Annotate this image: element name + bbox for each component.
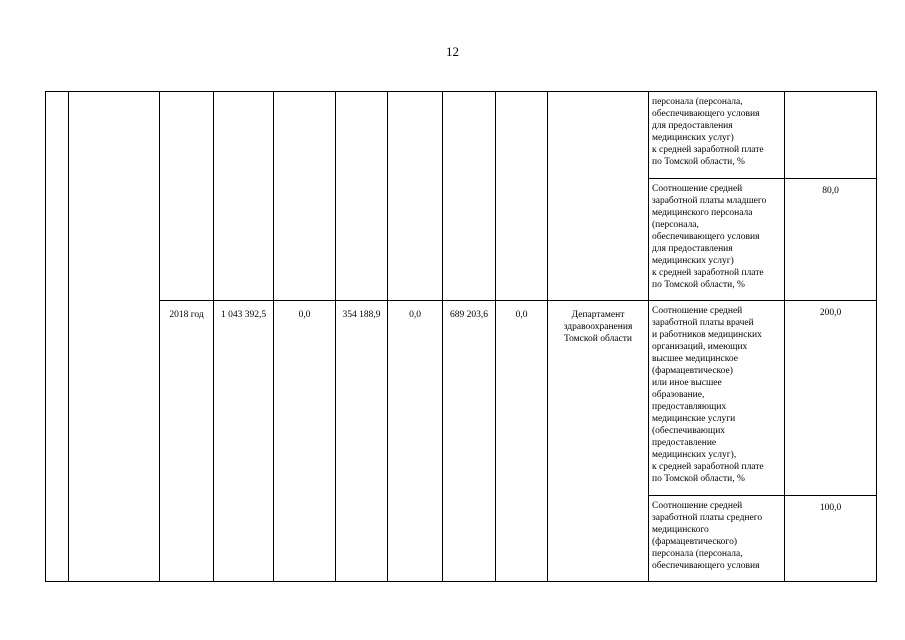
local-cell (388, 92, 443, 179)
index-cell (46, 92, 69, 582)
department-name: Департамент здравоохранения Томской области (563, 310, 633, 344)
other-value: 0,0 (515, 310, 528, 320)
local-cell (388, 179, 443, 301)
program-funding-table (45, 91, 877, 582)
indicator-value: 100,0 (819, 503, 842, 513)
indicator-cell (649, 301, 785, 496)
page-number: 12 (446, 44, 459, 59)
federal-value: 0,0 (298, 310, 311, 320)
indicator-text: Соотношение средней заработной платы среднего медицинского (фармацевтического) персонала (персонала, обеспечивающего условия (652, 501, 763, 571)
other-cell (496, 179, 548, 301)
activity-name-cell (69, 92, 160, 582)
table-row (46, 92, 877, 179)
total-value: 1 043 392,5 (220, 310, 267, 320)
year-label: 2018 год (169, 310, 204, 320)
other-cell (496, 92, 548, 179)
department-cell (548, 301, 649, 582)
indicator-text: Соотношение средней заработной платы младшего медицинского персонала (персонала, обеспечивающего условия для предоставления медицинских услуг) к средней заработной плате по Томской области, % (652, 184, 767, 290)
indicator-cell (649, 179, 785, 301)
year-cell (160, 92, 214, 179)
total-cell (214, 301, 274, 582)
other-cell (496, 301, 548, 582)
indicator-value: 200,0 (819, 308, 842, 318)
extra-budget-cell (443, 92, 496, 179)
indicator-text: Соотношение средней заработной платы врачей и работников медицинских организаций, имеющих высшее медицинское (фармацевтическое) или иное высшее образование, предоставляющих медицинские услуги (обеспечивающих предоставление медицинских услуг), к средней заработной плате по Томской области, % (652, 306, 764, 484)
indicator-cell (649, 92, 785, 179)
federal-cell (274, 179, 336, 301)
table-row (46, 179, 877, 301)
regional-cell (336, 301, 388, 582)
indicator-value: 80,0 (822, 186, 839, 196)
extra-budget-value: 689 203,6 (450, 310, 488, 320)
indicator-cell (649, 496, 785, 582)
year-cell (160, 301, 214, 582)
regional-cell (336, 92, 388, 179)
indicator-value-cell (785, 496, 877, 582)
total-cell (214, 92, 274, 179)
year-cell (160, 179, 214, 301)
extra-budget-cell (443, 179, 496, 301)
indicator-value-cell (785, 179, 877, 301)
indicator-value-cell (785, 92, 877, 179)
regional-cell (336, 179, 388, 301)
department-cell (548, 179, 649, 301)
indicator-value (785, 92, 876, 98)
federal-cell (274, 301, 336, 582)
extra-budget-cell (443, 301, 496, 582)
department-cell (548, 92, 649, 179)
local-cell (388, 301, 443, 582)
total-cell (214, 179, 274, 301)
table-row (46, 301, 877, 496)
regional-value: 354 188,9 (342, 310, 381, 320)
federal-cell (274, 92, 336, 179)
indicator-text: персонала (персонала, обеспечивающего условия для предоставления медицинских услуг) к средней заработной плате по Томской области, % (652, 97, 764, 167)
indicator-value-cell (785, 301, 877, 496)
local-value: 0,0 (409, 310, 421, 320)
